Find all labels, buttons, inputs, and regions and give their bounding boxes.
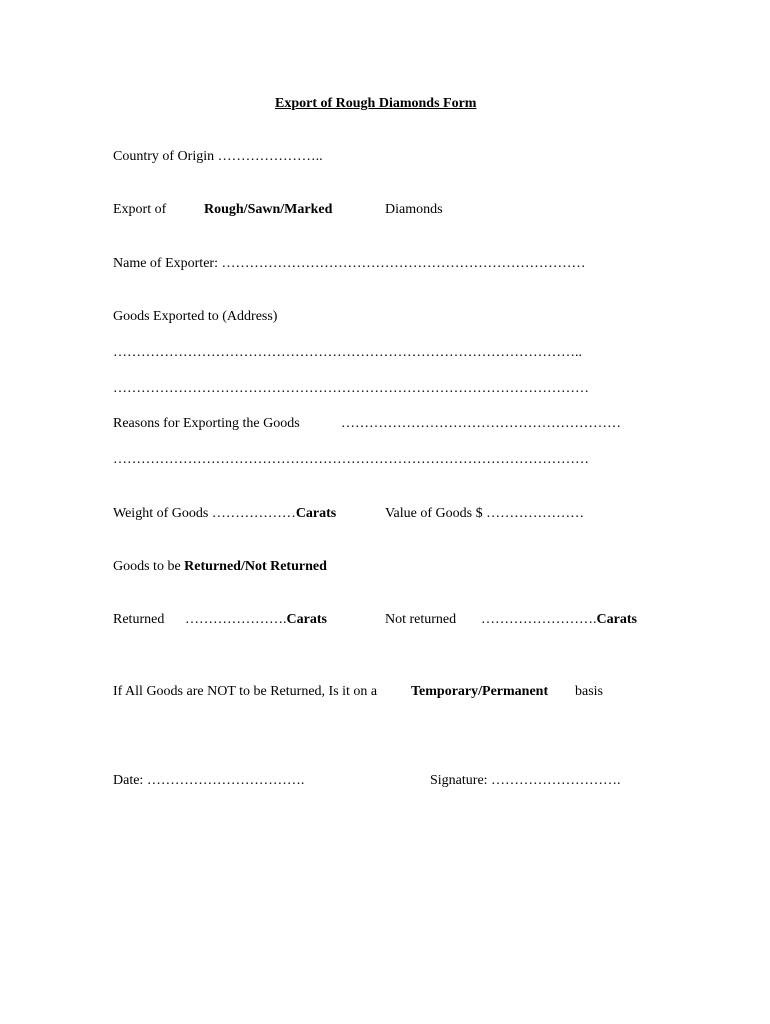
address-line-2-field[interactable]: …………………………………………………………………………………………: [113, 381, 589, 396]
basis-prefix: If All Goods are NOT to be Returned, Is it on a: [113, 684, 378, 699]
reasons-field[interactable]: ……………………………………………………: [341, 416, 621, 431]
country-of-origin-field[interactable]: Country of Origin …………………..: [113, 149, 323, 164]
signature-field[interactable]: Signature: ……………………….: [430, 773, 621, 788]
weight-label: Weight of Goods: [113, 506, 209, 521]
not-returned-field[interactable]: …………………….: [481, 612, 597, 627]
basis-options-text: Temporary/Permanent: [411, 684, 549, 699]
returned-options[interactable]: Returned/Not Returned: [184, 559, 327, 574]
goods-returned-row: [113, 559, 327, 575]
value-row: [385, 506, 584, 522]
date-field[interactable]: Date: …………………………….: [113, 773, 305, 788]
reasons-label: Reasons for Exporting the Goods: [113, 416, 300, 431]
export-of-label: Export of: [113, 202, 167, 217]
diamonds-label: Diamonds: [385, 202, 443, 217]
returned-label: Returned: [113, 612, 165, 627]
not-returned-unit: Carats: [596, 612, 637, 627]
not-returned-row: [481, 612, 637, 628]
weight-row: [113, 506, 336, 522]
export-type-options[interactable]: [204, 202, 332, 218]
weight-unit: Carats: [295, 506, 337, 521]
exporter-name-field[interactable]: Name of Exporter: ……………………………………………………………………: [113, 256, 586, 271]
returned-row: [185, 612, 327, 628]
export-type-options-text: Rough/Sawn/Marked: [204, 202, 333, 217]
returned-field[interactable]: ………………….: [185, 612, 287, 627]
goods-returned-prefix: Goods to be: [113, 559, 181, 574]
weight-field[interactable]: ………………: [211, 506, 296, 521]
goods-exported-to-label: Goods Exported to (Address): [113, 309, 278, 324]
basis-suffix: basis: [575, 684, 603, 699]
form-title: Export of Rough Diamonds Form: [275, 96, 477, 111]
not-returned-label: Not returned: [385, 612, 457, 627]
address-line-1-field[interactable]: ………………………………………………………………………………………..: [113, 345, 582, 360]
reasons-line-2-field[interactable]: …………………………………………………………………………………………: [113, 452, 589, 467]
returned-unit: Carats: [286, 612, 327, 627]
basis-options[interactable]: [411, 684, 548, 700]
value-label: Value of Goods $: [385, 506, 483, 521]
value-field[interactable]: …………………: [486, 506, 585, 521]
